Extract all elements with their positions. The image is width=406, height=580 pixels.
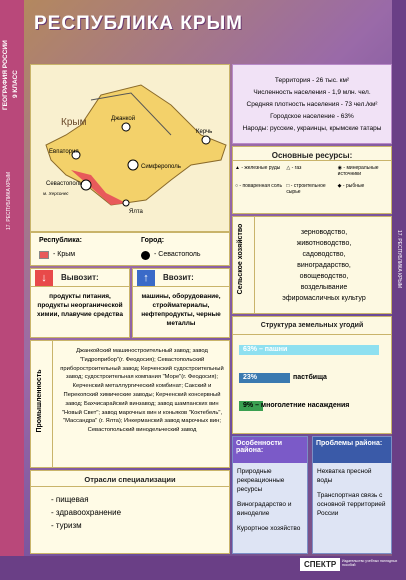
city-label-sevastopol: Севастополь bbox=[46, 181, 83, 187]
land-title: Структура земельных угодий bbox=[233, 317, 391, 335]
city-label-evpatoria: Евпатория bbox=[49, 149, 79, 155]
building-material-icon: □ bbox=[286, 183, 290, 189]
specialization-title: Отрасли специализации bbox=[31, 471, 229, 487]
kerch-marker bbox=[202, 136, 210, 144]
specialization-panel bbox=[30, 470, 230, 554]
arrow-down-icon: ↓ bbox=[35, 270, 53, 286]
features-panel bbox=[232, 436, 308, 554]
specialization-item: - здравоохранение bbox=[51, 508, 122, 517]
stat-density: Средняя плотность населения - 73 чел./км² bbox=[246, 101, 378, 108]
problem-item: Транспортная связь с основной территорией России bbox=[317, 492, 386, 517]
footer-text: Издательство учебных наглядных пособий bbox=[342, 559, 398, 567]
resource-item: ○ - поваренная соль bbox=[235, 183, 283, 189]
agriculture-title: Сельское хозяйство bbox=[237, 223, 244, 295]
section-label-right: 17. РЕСПУБЛИКА КРЫМ bbox=[396, 230, 402, 289]
land-value: 9% bbox=[243, 402, 254, 409]
agri-item: возделывание bbox=[300, 284, 348, 291]
resource-item: △ - газ bbox=[286, 165, 302, 171]
import-panel bbox=[132, 268, 230, 338]
right-sidebar bbox=[392, 0, 406, 580]
land-label: – многолетние насаждения bbox=[255, 402, 350, 409]
agri-item: виноградарство, bbox=[297, 262, 351, 269]
agri-item: эфиромасличных культур bbox=[282, 295, 366, 302]
industry-text: Джанкойский машиностроительный завод; завод "Гидроприбор"(г. Феодосия); Севастопольский приборостроительный завод; Керченский судостроительный завод; судостроительная компания "Море"(г. Феодосия); Керченский металлургический комбинат; Сакский и Перекопский химические заводы; Керченский консервный завод; Бахчисарайский винзавод; завод шампанских вин "Новый Свет"; завод марочных вин и коньяков "Коктебель", "Массандра" (г. Ялта); Инкерманский завод марочных вин; Севастопольский винодельческий завод bbox=[60, 348, 224, 434]
feature-item: Курортное хозяйство bbox=[237, 525, 301, 532]
import-text: машины, оборудование, стройматериалы, нефтепродукты, черные металлы bbox=[141, 293, 221, 327]
page-title: РЕСПУБЛИКА КРЫМ bbox=[34, 13, 244, 34]
city-label-simferopol: Симферополь bbox=[141, 164, 181, 170]
industry-panel bbox=[30, 340, 230, 468]
stat-population: Численность населения - 1,9 млн. чел. bbox=[253, 89, 371, 96]
stat-territory: Территория - 26 тыс. км² bbox=[274, 77, 350, 84]
problems-title: Проблемы района: bbox=[313, 437, 391, 463]
land-label: – пашни bbox=[258, 346, 288, 353]
export-panel bbox=[30, 268, 130, 338]
section-label-left: 17. РЕСПУБЛИКА КРЫМ bbox=[6, 171, 12, 230]
triangle-icon: ▲ bbox=[235, 165, 240, 171]
import-title: Ввозит: bbox=[163, 273, 194, 282]
legend-city-value: - Севастополь bbox=[154, 251, 201, 258]
city-label-dzhankoy: Джанкой bbox=[111, 116, 136, 122]
sevastopol-marker bbox=[81, 180, 91, 190]
agri-item: животноводство, bbox=[296, 240, 352, 247]
industry-title: Промышленность bbox=[36, 369, 43, 433]
publisher-logo: СПЕКТР bbox=[300, 558, 340, 571]
crimea-map bbox=[30, 64, 230, 232]
gas-icon: △ bbox=[286, 165, 291, 171]
agri-item: зерноводство, bbox=[300, 229, 348, 236]
resources-title: Основные ресурсы: bbox=[233, 147, 391, 161]
region-label: Крым bbox=[61, 117, 87, 128]
stats-panel bbox=[232, 64, 392, 144]
fish-icon: ◆ bbox=[337, 183, 342, 189]
feature-item: Виноградарство и виноделие bbox=[237, 501, 292, 517]
yalta-marker bbox=[123, 200, 129, 206]
resource-item: □ - строительное сырье bbox=[286, 183, 326, 195]
export-text: продукты питания, продукты неорганической химии, плавучие средства bbox=[37, 293, 123, 318]
cape-label: м. Херсонес bbox=[43, 191, 69, 196]
salt-icon: ○ bbox=[235, 183, 239, 189]
stat-urban: Городское население - 63% bbox=[270, 113, 354, 120]
export-title: Вывозит: bbox=[61, 273, 99, 282]
republic-swatch bbox=[39, 251, 49, 259]
subject-label: ГЕОГРАФИЯ РОССИИ bbox=[2, 40, 9, 110]
specialization-item: - туризм bbox=[51, 521, 82, 530]
resource-item: ◉ - минеральные источники bbox=[337, 165, 379, 177]
problems-panel bbox=[312, 436, 392, 554]
arrow-up-icon: ↑ bbox=[137, 270, 155, 286]
specialization-item: - пищевая bbox=[51, 495, 89, 504]
land-structure-panel bbox=[232, 316, 392, 434]
stat-peoples: Народы: русские, украинцы, крымские татары bbox=[242, 125, 382, 132]
agriculture-panel bbox=[232, 216, 392, 314]
legend-republic-value: - Крым bbox=[53, 251, 76, 258]
legend-city-label: Город: bbox=[141, 237, 165, 244]
agri-item: садоводство, bbox=[302, 251, 346, 258]
resources-panel bbox=[232, 146, 392, 214]
grade-label: 9 КЛАСС bbox=[12, 70, 19, 98]
mineral-water-icon: ◉ bbox=[337, 165, 343, 171]
resource-item: ▲ - железные руды bbox=[235, 165, 281, 171]
land-value: 63% bbox=[243, 346, 258, 353]
agri-item: овощеводство, bbox=[299, 273, 349, 280]
resource-item: ◆ - рыбные bbox=[337, 183, 365, 189]
city-dot-icon bbox=[141, 251, 150, 260]
crimea-landmass bbox=[46, 85, 226, 205]
features-title: Особенности района: bbox=[233, 437, 307, 463]
map-legend bbox=[30, 232, 230, 266]
legend-republic-label: Республика: bbox=[39, 237, 82, 244]
problem-item: Нехватка пресной воды bbox=[317, 468, 372, 484]
left-sidebar bbox=[0, 0, 24, 580]
dzhankoy-marker bbox=[122, 123, 130, 131]
feature-item: Природные рекреационные ресурсы bbox=[237, 468, 285, 493]
land-label: пастбища bbox=[293, 374, 327, 381]
map-svg bbox=[31, 65, 231, 233]
city-label-yalta: Ялта bbox=[129, 209, 143, 215]
land-value: 23% bbox=[243, 374, 258, 381]
city-label-kerch: Керчь bbox=[196, 129, 213, 135]
simferopol-marker bbox=[128, 160, 138, 170]
